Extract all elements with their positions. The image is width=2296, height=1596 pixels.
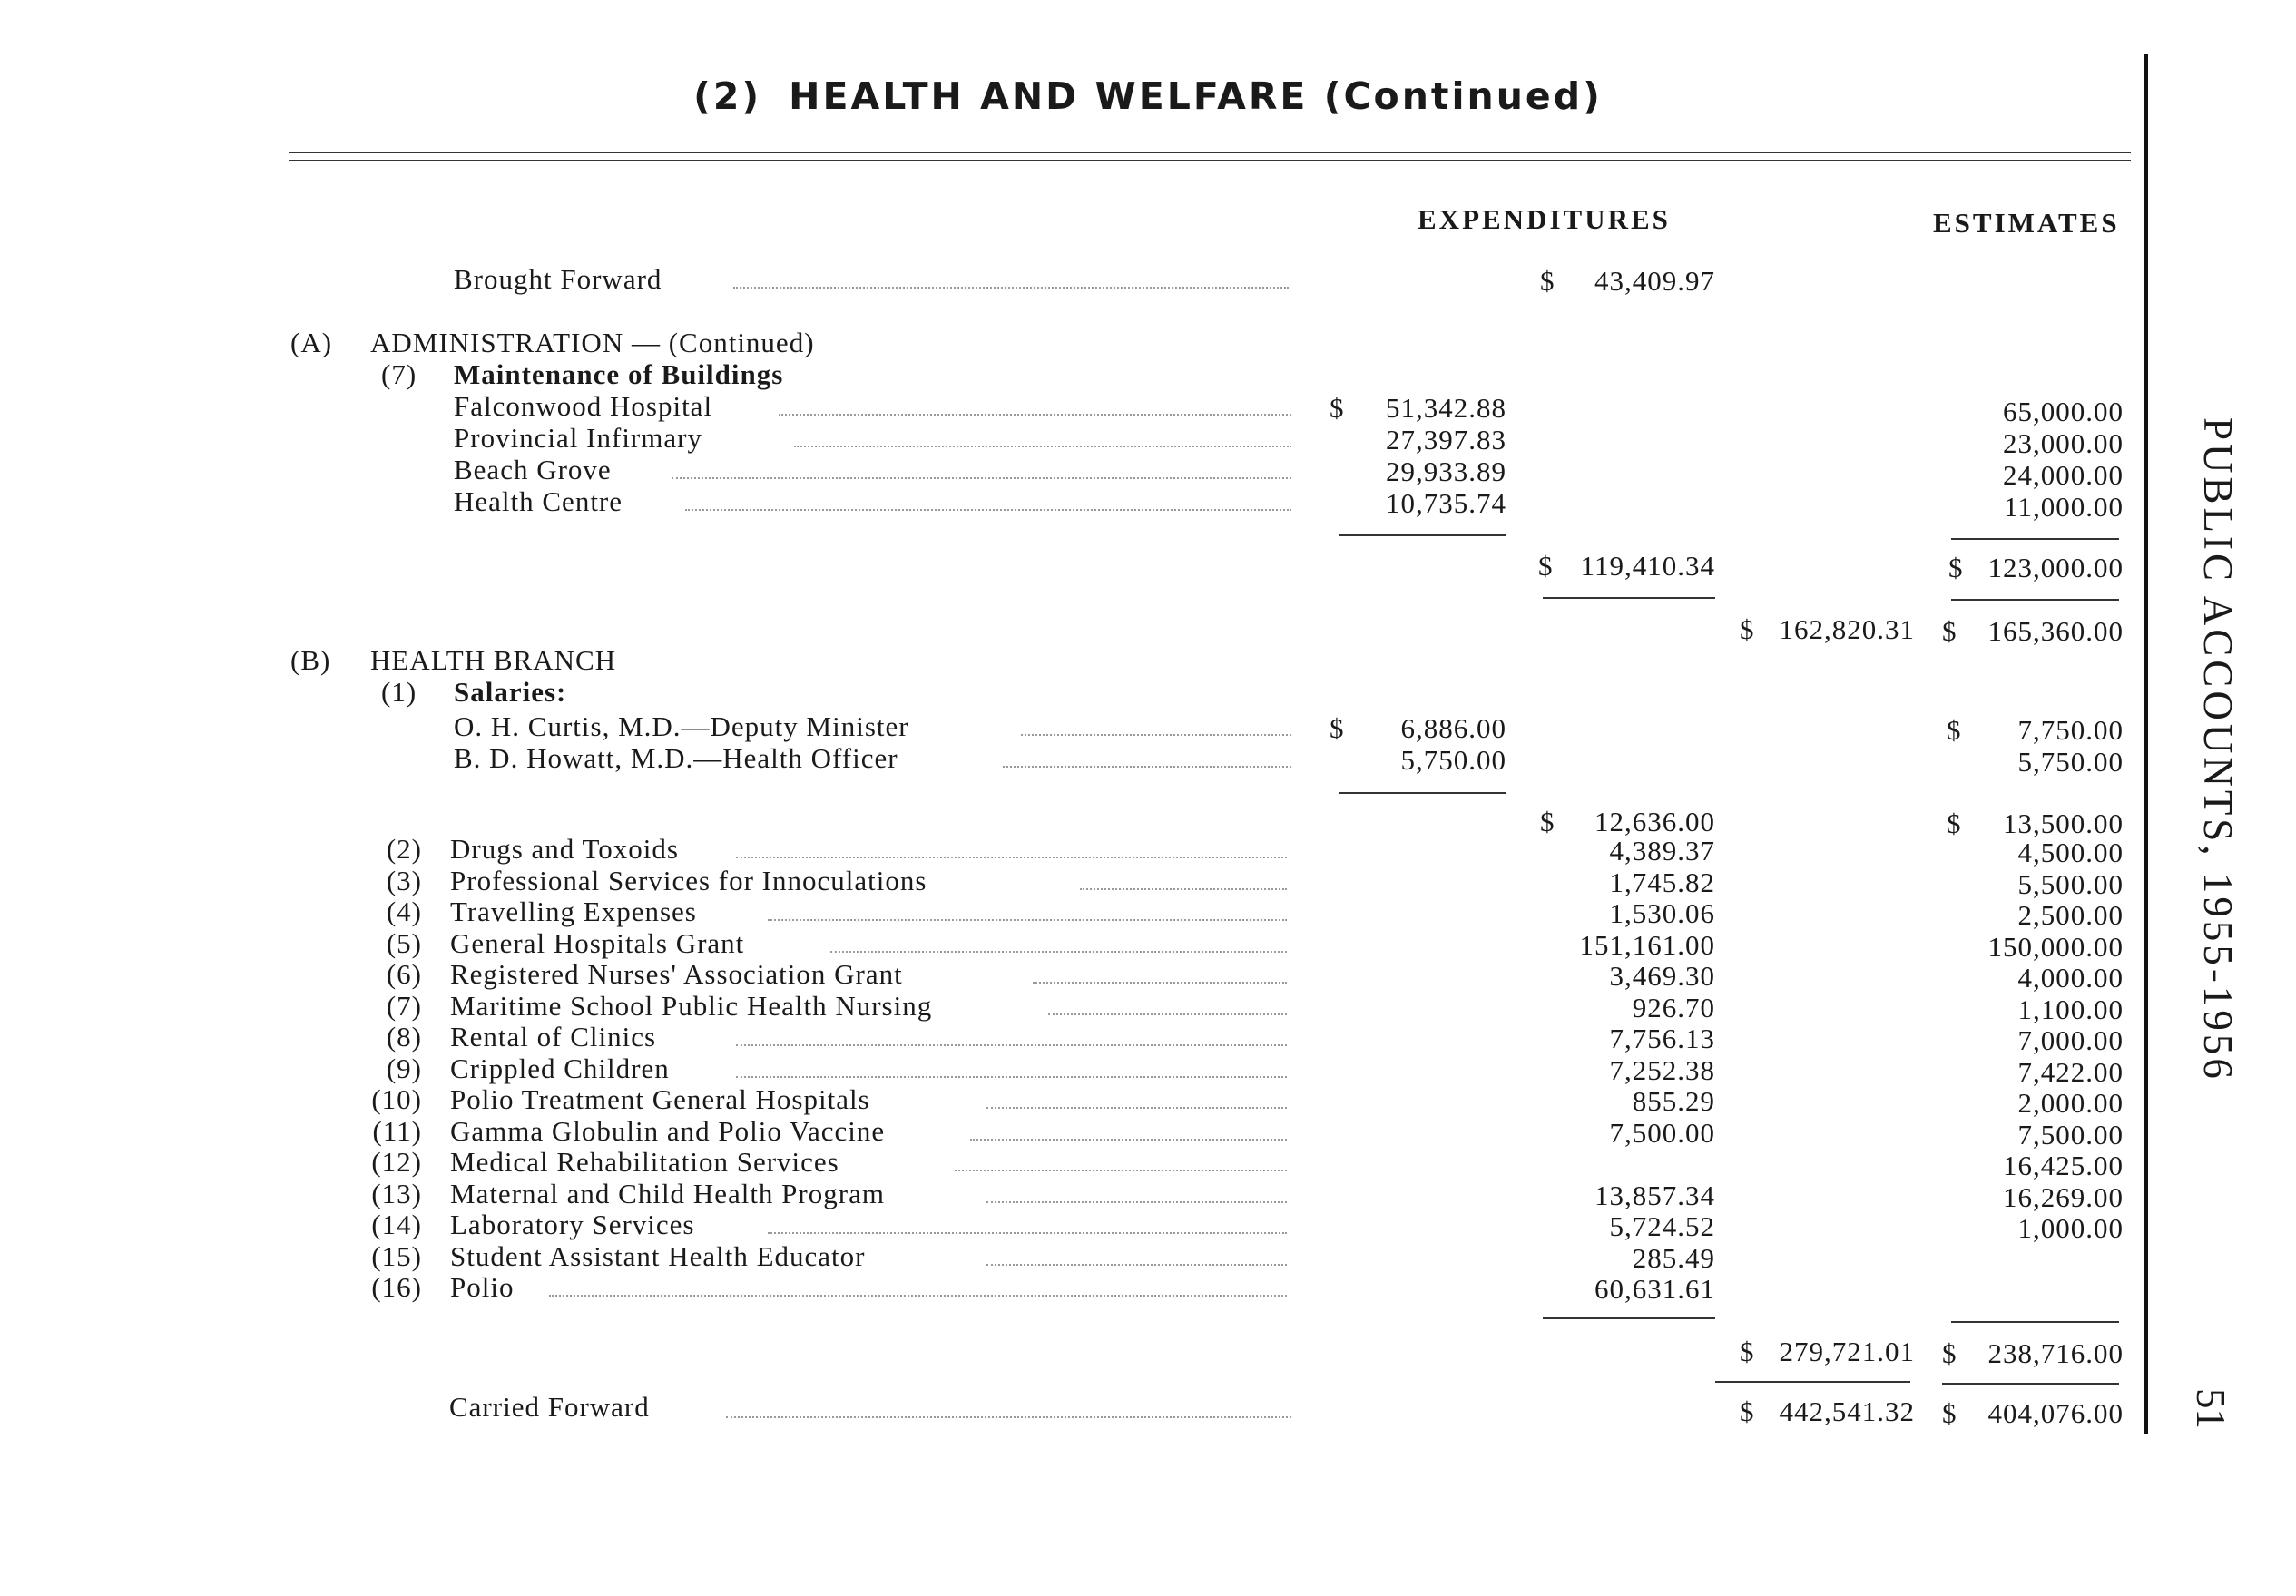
line-item-label: Polio xyxy=(450,1271,515,1303)
line-item-label: Professional Services for Innoculations xyxy=(450,864,927,896)
line-item-label: Rental of Clinics xyxy=(450,1021,657,1053)
detail-rule xyxy=(1339,534,1506,536)
line-item-label: Student Assistant Health Educator xyxy=(450,1239,866,1272)
leader-dots xyxy=(794,446,1291,447)
item-number: (10) xyxy=(371,1083,422,1115)
detail-amount: 27,397.83 xyxy=(1386,424,1506,455)
line-item-label: Medical Rehabilitation Services xyxy=(450,1146,839,1178)
dollar-sign: $ xyxy=(1740,1336,1755,1367)
estimate-rule xyxy=(1942,1383,2119,1385)
section-a-letter: (A) xyxy=(290,327,333,358)
item-estimate: 1,000.00 xyxy=(2017,1212,2124,1244)
leader-dots xyxy=(830,951,1287,953)
total-rule xyxy=(1715,1381,1910,1383)
title-rule-bottom xyxy=(289,160,2131,161)
items-rule xyxy=(1543,1317,1715,1319)
salary-label: B. D. Howatt, M.D.—Health Officer xyxy=(454,742,898,774)
estimate-amount: 7,750.00 xyxy=(2017,714,2124,746)
item-estimate: 4,000.00 xyxy=(2017,962,2124,994)
salaries-total-amount: 12,636.00 xyxy=(1594,806,1715,837)
side-label: PUBLIC ACCOUNTS, 1955-1956 xyxy=(2195,417,2241,1082)
leader-dots xyxy=(733,287,1289,289)
item-number: (3) xyxy=(386,864,422,896)
item-number: (6) xyxy=(386,958,422,990)
line-item-label: General Hospitals Grant xyxy=(450,926,745,959)
detail-rule xyxy=(1339,792,1506,794)
section-total-amount: 162,820.31 xyxy=(1779,613,1915,645)
leader-dots xyxy=(736,1076,1287,1078)
dollar-sign: $ xyxy=(1740,613,1755,645)
detail-amount: 10,735.74 xyxy=(1386,487,1506,519)
leader-dots xyxy=(1080,888,1287,890)
line-item-label: Beach Grove xyxy=(454,454,612,485)
section-total-amount: 279,721.01 xyxy=(1779,1336,1915,1367)
leader-dots xyxy=(768,919,1287,921)
item-amount: 855.29 xyxy=(1632,1085,1715,1117)
estimate-amount: 11,000.00 xyxy=(2004,491,2124,523)
expenditures-header: EXPENDITURES xyxy=(1418,203,1671,235)
item-number: (8) xyxy=(386,1021,422,1053)
item-amount: 13,857.34 xyxy=(1594,1179,1715,1211)
section-b-sub-title: Salaries: xyxy=(454,676,567,708)
estimate-rule xyxy=(1951,599,2119,601)
section-total-estimate: 165,360.00 xyxy=(1987,615,2124,647)
dollar-sign: $ xyxy=(1942,615,1957,647)
subtotal-rule xyxy=(1543,597,1715,599)
item-number: (12) xyxy=(371,1146,422,1178)
item-amount: 7,500.00 xyxy=(1609,1116,1715,1149)
line-item-label: Gamma Globulin and Polio Vaccine xyxy=(450,1114,886,1147)
dollar-sign: $ xyxy=(1942,1337,1957,1369)
section-a-sub-num: (7) xyxy=(381,358,417,390)
line-item-label: Registered Nurses' Association Grant xyxy=(450,958,903,990)
estimate-amount: 24,000.00 xyxy=(2003,459,2124,491)
detail-amount: 5,750.00 xyxy=(1400,744,1506,776)
leader-dots xyxy=(986,1264,1287,1266)
section-a-title: ADMINISTRATION — (Continued) xyxy=(370,327,815,358)
item-number: (13) xyxy=(371,1177,422,1209)
dollar-sign: $ xyxy=(1540,265,1555,297)
item-estimate: 7,000.00 xyxy=(2017,1024,2124,1056)
item-amount: 1,530.06 xyxy=(1609,897,1715,929)
carried-forward-label: Carried Forward xyxy=(449,1391,650,1423)
item-amount: 3,469.30 xyxy=(1609,960,1715,992)
leader-dots xyxy=(955,1170,1287,1171)
section-b-sub-num: (1) xyxy=(381,676,417,708)
item-estimate: 16,425.00 xyxy=(2003,1150,2124,1181)
line-item-label: Polio Treatment General Hospitals xyxy=(450,1083,870,1115)
page-title xyxy=(0,74,2296,118)
leader-dots xyxy=(726,1416,1291,1418)
detail-amount: 6,886.00 xyxy=(1400,712,1506,744)
item-number: (2) xyxy=(386,833,422,865)
item-amount: 7,252.38 xyxy=(1609,1053,1715,1086)
dollar-sign: $ xyxy=(1330,392,1345,424)
leader-dots xyxy=(549,1295,1287,1297)
title-rule-top xyxy=(289,152,2131,153)
estimate-amount: 23,000.00 xyxy=(2003,427,2124,459)
estimates-header: ESTIMATES xyxy=(1933,207,2120,239)
dollar-sign: $ xyxy=(1947,808,1962,839)
title-text: HEALTH AND WELFARE (Continued) xyxy=(789,74,1603,118)
item-number: (7) xyxy=(386,989,422,1022)
section-a-sub-title: Maintenance of Buildings xyxy=(454,358,784,390)
title-number: (2) xyxy=(693,74,762,118)
line-item-label: Drugs and Toxoids xyxy=(450,833,679,865)
item-amount: 7,756.13 xyxy=(1609,1023,1715,1054)
line-item-label: Travelling Expenses xyxy=(450,896,697,927)
line-item-label: Maternal and Child Health Program xyxy=(450,1177,885,1209)
estimate-rule xyxy=(1951,1321,2119,1323)
section-total-estimate: 238,716.00 xyxy=(1987,1337,2124,1369)
line-item-label: Maritime School Public Health Nursing xyxy=(450,989,933,1022)
subtotal-estimate: 123,000.00 xyxy=(1987,552,2124,583)
item-number: (16) xyxy=(371,1271,422,1303)
item-amount: 151,161.00 xyxy=(1579,928,1715,961)
item-estimate: 16,269.00 xyxy=(2003,1180,2124,1213)
line-item-label: Crippled Children xyxy=(450,1052,670,1084)
margin-rule xyxy=(2144,54,2148,1434)
item-estimate: 2,500.00 xyxy=(2017,899,2124,931)
item-amount: 5,724.52 xyxy=(1609,1210,1715,1242)
brought-forward-label: Brought Forward xyxy=(454,263,662,295)
leader-dots xyxy=(685,509,1291,511)
brought-forward-amount: 43,409.97 xyxy=(1594,265,1715,297)
item-amount: 926.70 xyxy=(1632,991,1715,1023)
leader-dots xyxy=(736,1044,1287,1046)
detail-amount: 51,342.88 xyxy=(1386,392,1506,424)
item-estimate: 1,100.00 xyxy=(2017,993,2124,1025)
item-estimate: 2,000.00 xyxy=(2017,1087,2124,1119)
line-item-label: Falconwood Hospital xyxy=(454,390,713,422)
dollar-sign: $ xyxy=(1538,550,1554,582)
carried-forward-amount: 442,541.32 xyxy=(1779,1395,1915,1427)
item-number: (5) xyxy=(386,926,422,959)
salaries-total-estimate: 13,500.00 xyxy=(2003,808,2124,839)
detail-amount: 29,933.89 xyxy=(1386,455,1506,487)
item-number: (11) xyxy=(372,1114,422,1147)
dollar-sign: $ xyxy=(1540,806,1555,837)
dollar-sign: $ xyxy=(1740,1395,1755,1427)
leader-dots xyxy=(1033,982,1287,984)
estimate-amount: 65,000.00 xyxy=(2003,396,2124,427)
salary-label: O. H. Curtis, M.D.—Deputy Minister xyxy=(454,710,909,742)
item-estimate: 7,500.00 xyxy=(2017,1118,2124,1150)
leader-dots xyxy=(986,1107,1287,1109)
leader-dots xyxy=(672,477,1291,479)
item-estimate: 150,000.00 xyxy=(1987,930,2124,963)
estimate-amount: 5,750.00 xyxy=(2017,746,2124,778)
dollar-sign: $ xyxy=(1942,1397,1957,1429)
dollar-sign: $ xyxy=(1948,552,1964,583)
item-number: (4) xyxy=(386,896,422,927)
leader-dots xyxy=(970,1139,1287,1141)
leader-dots xyxy=(986,1201,1287,1203)
leader-dots xyxy=(1003,766,1291,768)
leader-dots xyxy=(779,414,1291,416)
leader-dots xyxy=(736,857,1287,858)
line-item-label: Health Centre xyxy=(454,485,623,517)
dollar-sign: $ xyxy=(1947,714,1962,746)
item-estimate: 7,422.00 xyxy=(2017,1055,2124,1088)
item-amount: 60,631.61 xyxy=(1594,1273,1715,1305)
line-item-label: Provincial Infirmary xyxy=(454,422,702,454)
item-number: (14) xyxy=(371,1209,422,1240)
item-amount: 4,389.37 xyxy=(1609,835,1715,867)
section-b-letter: (B) xyxy=(290,644,331,676)
item-estimate: 5,500.00 xyxy=(2017,867,2124,900)
subtotal-amount: 119,410.34 xyxy=(1580,550,1715,582)
item-amount: 1,745.82 xyxy=(1609,866,1715,898)
item-number: (15) xyxy=(371,1239,422,1272)
line-item-label: Laboratory Services xyxy=(450,1209,695,1240)
item-number: (9) xyxy=(386,1052,422,1084)
leader-dots xyxy=(1048,1013,1287,1015)
leader-dots xyxy=(768,1232,1287,1234)
carried-forward-estimate: 404,076.00 xyxy=(1987,1397,2124,1429)
dollar-sign: $ xyxy=(1330,712,1345,744)
item-estimate: 4,500.00 xyxy=(2017,837,2124,868)
section-b-title: HEALTH BRANCH xyxy=(370,644,617,676)
estimate-rule xyxy=(1951,538,2119,540)
page-number: 51 xyxy=(2188,1388,2233,1429)
leader-dots xyxy=(1021,734,1291,736)
item-amount: 285.49 xyxy=(1632,1241,1715,1274)
